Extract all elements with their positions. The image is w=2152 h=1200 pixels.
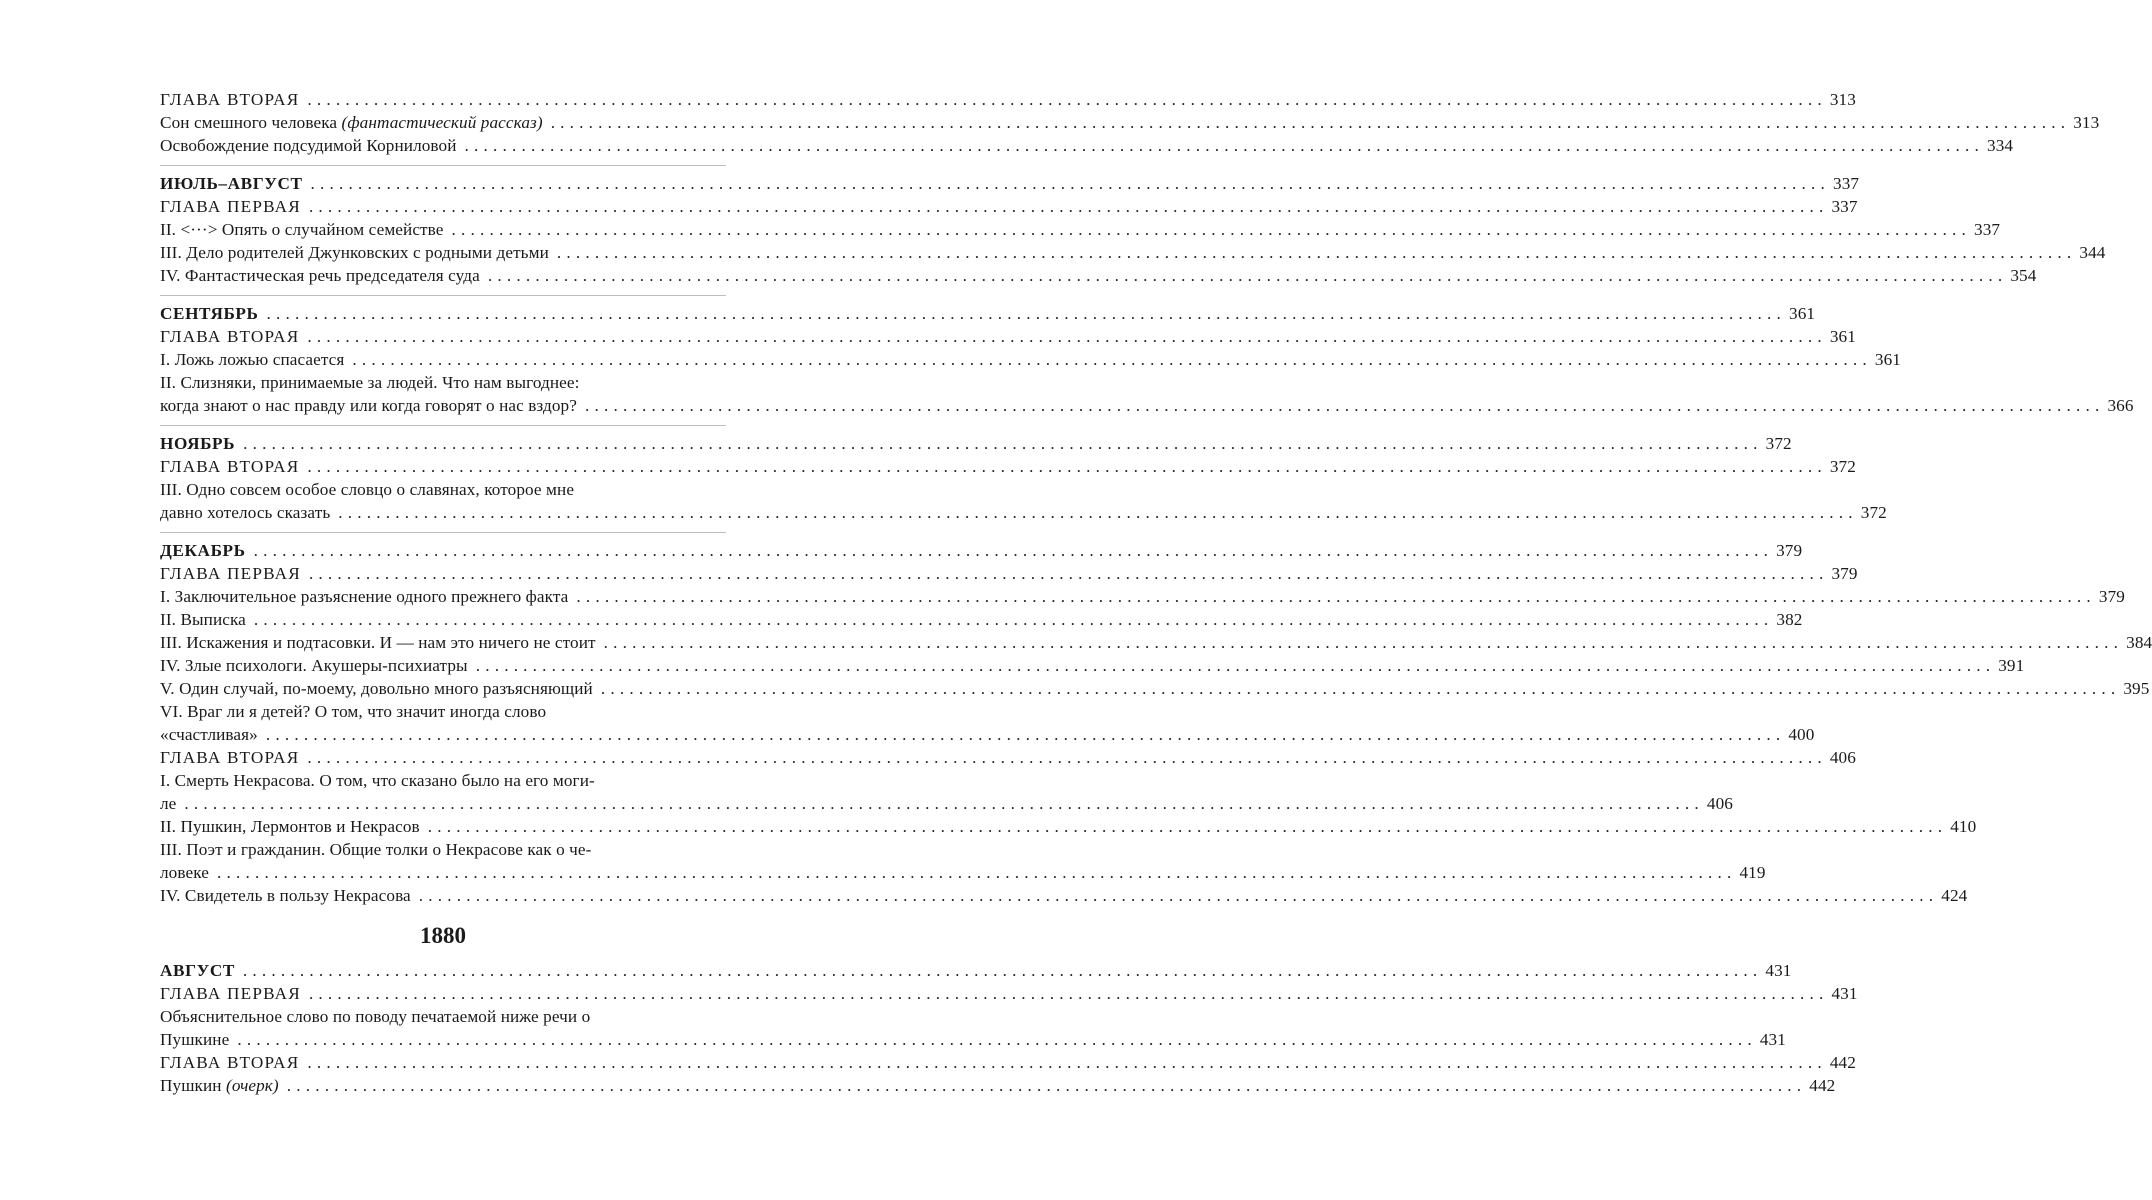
toc-chapter-entry (160, 455, 1856, 478)
dot-leader: ................................................................................................................................................................ (243, 434, 1763, 453)
dot-leader: ................................................................................................................................................................ (338, 503, 1858, 522)
page-number: 354 (2010, 266, 2037, 285)
entry-title (160, 501, 330, 524)
entry-title-text: V. Один случай, по-моему, довольно много разъясняющий (160, 679, 593, 698)
page-number: 431 (1831, 984, 1858, 1003)
entry-subtitle-italic: (фантастический рассказ) (341, 113, 543, 132)
entry-title-text: СЕНТЯБРЬ (160, 304, 259, 323)
dot-leader: ................................................................................................................................................................ (308, 197, 1829, 216)
toc-entry (160, 654, 2025, 677)
toc-entry (160, 815, 1977, 838)
toc-entry (160, 631, 2152, 654)
entry-title (160, 195, 301, 218)
entry-line (160, 432, 1792, 455)
entry-title (160, 1051, 299, 1074)
toc-entry (160, 700, 1815, 746)
toc-entry (160, 838, 1766, 884)
entry-line (160, 264, 2037, 287)
entry-title-text: ИЮЛЬ–АВГУСТ (160, 174, 303, 193)
entry-title (160, 111, 543, 134)
entry-title (160, 394, 577, 417)
dot-leader: ................................................................................................................................................................ (242, 961, 1763, 980)
toc-chapter-entry (160, 1051, 1856, 1074)
entry-title (160, 1074, 279, 1097)
toc-month-section (160, 88, 2100, 157)
toc-chapter-entry (160, 982, 1858, 1005)
entry-title (160, 218, 444, 241)
entry-title-first-line: III. Одно совсем особое словцо о славянах, которое мне (160, 480, 575, 499)
page-number: 419 (1739, 863, 1766, 882)
dot-leader: ................................................................................................................................................................ (427, 817, 1948, 836)
dot-leader: ................................................................................................................................................................ (487, 266, 2008, 285)
entry-title (160, 562, 301, 585)
page-number: 431 (1759, 1030, 1786, 1049)
entry-title (160, 815, 420, 838)
entry-title (160, 172, 303, 195)
dot-leader: ................................................................................................................................................................ (603, 633, 2124, 652)
entry-title (160, 792, 176, 815)
toc-entry (160, 111, 2100, 134)
entry-line (160, 195, 1858, 218)
dot-leader: ................................................................................................................................................................ (265, 725, 1786, 744)
entry-title-text: ГЛАВА ВТОРАЯ (160, 457, 300, 476)
entry-title-text: I. Ложь ложью спасается (160, 350, 345, 369)
entry-line (160, 88, 1856, 111)
toc-entry (160, 241, 2106, 264)
toc-month-section (160, 959, 1858, 1097)
entry-title-text: давно хотелось сказать (160, 503, 331, 522)
page-number: 406 (1829, 748, 1856, 767)
entry-line (160, 982, 1858, 1005)
entry-title-first-line: VI. Враг ли я детей? О том, что значит иногда слово (160, 702, 547, 721)
entry-line (160, 539, 1803, 562)
entry-title-text: I. Заключительное разъяснение одного прежнего факта (160, 587, 569, 606)
page-number: 337 (1974, 220, 2001, 239)
page-number: 382 (1776, 610, 1803, 629)
toc-month-heading (160, 172, 1860, 195)
entry-title (160, 631, 596, 654)
toc-entry (160, 218, 2001, 241)
dot-leader: ................................................................................................................................................................ (310, 174, 1831, 193)
entry-title-text: III. Искажения и подтасовки. И — нам это ничего не стоит (160, 633, 596, 652)
dot-leader: ................................................................................................................................................................ (184, 794, 1704, 813)
entry-line (160, 861, 1766, 884)
entry-title (160, 723, 258, 746)
toc-entry (160, 478, 1887, 524)
toc-month-section (160, 165, 2106, 287)
dot-leader: ................................................................................................................................................................ (475, 656, 1996, 675)
page-number: 400 (1788, 725, 1815, 744)
toc-entry (160, 1005, 1786, 1051)
entry-title-text: IV. Злые психологи. Акушеры-психиатры (160, 656, 468, 675)
page-number: 372 (1860, 503, 1887, 522)
toc-month-heading (160, 302, 1816, 325)
entry-line (160, 677, 2150, 700)
page-number: 372 (1829, 457, 1856, 476)
dot-leader: ................................................................................................................................................................ (600, 679, 2121, 698)
entry-title-text: II. <···> Опять о случайном семействе (160, 220, 444, 239)
entry-title-text: ле (160, 794, 177, 813)
toc-month-heading (160, 959, 1792, 982)
entry-title-text: «счастливая» (160, 725, 258, 744)
table-of-contents (160, 88, 2152, 1097)
entry-title-first-line: I. Смерть Некрасова. О том, что сказано было на его моги- (160, 771, 595, 790)
dot-leader: ................................................................................................................................................................ (216, 863, 1737, 882)
page-number: 337 (1831, 197, 1858, 216)
toc-entry (160, 1074, 1836, 1097)
toc-month-section (160, 295, 2134, 417)
page-number: 410 (1950, 817, 1977, 836)
page-number: 334 (1987, 136, 2014, 155)
entry-line (160, 1051, 1856, 1074)
entry-line (160, 394, 2134, 417)
entry-title-text: Пушкине (160, 1030, 230, 1049)
entry-line (160, 455, 1856, 478)
toc-month-heading (160, 539, 1803, 562)
dot-leader: ................................................................................................................................................................ (352, 350, 1872, 369)
entry-title-first-line: III. Поэт и гражданин. Общие толки о Некрасове как о че- (160, 840, 592, 859)
dot-leader: ................................................................................................................................................................ (556, 243, 2077, 262)
entry-line (160, 585, 2125, 608)
entry-title-text: АВГУСТ (160, 961, 235, 980)
toc-entry (160, 134, 2014, 157)
page-number: 379 (1776, 541, 1803, 560)
entry-title (160, 677, 593, 700)
page-number: 442 (1829, 1053, 1856, 1072)
toc-chapter-entry (160, 88, 1856, 111)
entry-line (160, 218, 2001, 241)
toc-chapter-entry (160, 325, 1856, 348)
toc-entry (160, 371, 2134, 417)
page-number: 337 (1833, 174, 1860, 193)
dot-leader: ................................................................................................................................................................ (584, 396, 2105, 415)
entry-title-text: II. Выписка (160, 610, 246, 629)
entry-title-text: ГЛАВА ВТОРАЯ (160, 90, 300, 109)
entry-line (160, 815, 1977, 838)
entry-line (160, 241, 2106, 264)
dot-leader: ................................................................................................................................................................ (307, 748, 1827, 767)
dot-leader: ................................................................................................................................................................ (237, 1030, 1757, 1049)
page-number: 384 (2126, 633, 2152, 652)
dot-leader: ................................................................................................................................................................ (308, 564, 1829, 583)
toc-entry (160, 884, 1968, 907)
page-number: 313 (2073, 113, 2100, 132)
entry-title-text: ловеке (160, 863, 209, 882)
page-number: 379 (2098, 587, 2125, 606)
entry-line (160, 302, 1816, 325)
entry-line (160, 172, 1860, 195)
entry-line (160, 1074, 1836, 1097)
dot-leader: ................................................................................................................................................................ (307, 457, 1827, 476)
entry-title (160, 654, 468, 677)
entry-title-text: ГЛАВА ВТОРАЯ (160, 748, 300, 767)
entry-title-text: когда знают о нас правду или когда говорят о нас вздор? (160, 396, 577, 415)
entry-line (160, 631, 2152, 654)
entry-title (160, 884, 411, 907)
dot-leader: ................................................................................................................................................................ (266, 304, 1786, 323)
page-number: 313 (1829, 90, 1856, 109)
page-number: 344 (2079, 243, 2106, 262)
entry-line (160, 746, 1856, 769)
toc-sections-1877 (160, 88, 2152, 907)
entry-title-text: ГЛАВА ПЕРВАЯ (160, 984, 301, 1003)
entry-line (160, 348, 1902, 371)
entry-title-text: Освобождение подсудимой Корниловой (160, 136, 457, 155)
page-number: 442 (1809, 1076, 1836, 1095)
dot-leader: ................................................................................................................................................................ (464, 136, 1985, 155)
entry-title-text: НОЯБРЬ (160, 434, 236, 453)
dot-leader: ................................................................................................................................................................ (286, 1076, 1807, 1095)
entry-line (160, 723, 1815, 746)
toc-entry (160, 348, 1902, 371)
entry-line (160, 501, 1887, 524)
entry-title (160, 241, 549, 264)
entry-title (160, 585, 568, 608)
dot-leader: ................................................................................................................................................................ (307, 90, 1827, 109)
entry-title-text: ГЛАВА ВТОРАЯ (160, 1053, 300, 1072)
page-number: 366 (2107, 396, 2134, 415)
entry-line (160, 562, 1858, 585)
entry-line (160, 325, 1856, 348)
entry-title-first-line: Объяснительное слово по поводу печатаемой ниже речи о (160, 1007, 591, 1026)
dot-leader: ................................................................................................................................................................ (451, 220, 1972, 239)
entry-title (160, 982, 301, 1005)
entry-title-text: ГЛАВА ВТОРАЯ (160, 327, 300, 346)
toc-entry (160, 769, 1733, 815)
entry-title (160, 88, 299, 111)
entry-title-text: ДЕКАБРЬ (160, 541, 246, 560)
entry-line (160, 1028, 1786, 1051)
dot-leader: ................................................................................................................................................................ (576, 587, 2096, 606)
entry-line (160, 654, 2025, 677)
entry-title-first-line: II. Слизняки, принимаемые за людей. Что нам выгоднее: (160, 373, 580, 392)
toc-sections-1880 (160, 959, 1858, 1097)
dot-leader: ................................................................................................................................................................ (253, 541, 1774, 560)
entry-line (160, 111, 2100, 134)
entry-title (160, 746, 299, 769)
entry-title-text: ГЛАВА ПЕРВАЯ (160, 564, 301, 583)
dot-leader: ................................................................................................................................................................ (307, 327, 1827, 346)
toc-month-section (160, 425, 1887, 524)
entry-line (160, 959, 1792, 982)
entry-title-text: III. Дело родителей Джунковских с родными детьми (160, 243, 549, 262)
entry-title (160, 302, 259, 325)
toc-chapter-entry (160, 746, 1856, 769)
entry-title (160, 325, 299, 348)
toc-entry (160, 677, 2150, 700)
dot-leader: ................................................................................................................................................................ (418, 886, 1939, 905)
entry-title (160, 539, 246, 562)
toc-entry (160, 608, 1803, 631)
entry-title (160, 264, 480, 287)
entry-title (160, 134, 457, 157)
entry-title (160, 861, 209, 884)
page-number: 431 (1765, 961, 1792, 980)
entry-line (160, 792, 1733, 815)
page-number: 395 (2123, 679, 2150, 698)
page-number: 379 (1831, 564, 1858, 583)
entry-title (160, 608, 246, 631)
entry-subtitle-italic: (очерк) (226, 1076, 279, 1095)
page-number: 372 (1765, 434, 1792, 453)
page-number: 361 (1789, 304, 1816, 323)
page-number: 361 (1874, 350, 1902, 369)
entry-title (160, 432, 235, 455)
toc-entry (160, 264, 2037, 287)
entry-title (160, 1028, 229, 1051)
dot-leader: ................................................................................................................................................................ (253, 610, 1774, 629)
toc-month-heading (160, 432, 1792, 455)
entry-title (160, 455, 299, 478)
toc-month-section (160, 532, 2152, 907)
entry-title-text: Пушкин (160, 1076, 222, 1095)
year-heading: 1880 (420, 923, 466, 948)
entry-title (160, 959, 235, 982)
entry-title-text: Сон смешного человека (160, 113, 338, 132)
dot-leader: ................................................................................................................................................................ (308, 984, 1829, 1003)
page-number: 406 (1706, 794, 1733, 813)
entry-title-text: II. Пушкин, Лермонтов и Некрасов (160, 817, 420, 836)
entry-title (160, 348, 344, 371)
entry-title-text: IV. Фантастическая речь председателя суда (160, 266, 480, 285)
entry-title-text: IV. Свидетель в пользу Некрасова (160, 886, 411, 905)
entry-title-text: ГЛАВА ПЕРВАЯ (160, 197, 301, 216)
toc-chapter-entry (160, 562, 1858, 585)
entry-line (160, 608, 1803, 631)
page-number: 361 (1829, 327, 1856, 346)
dot-leader: ................................................................................................................................................................ (307, 1053, 1827, 1072)
entry-line (160, 884, 1968, 907)
page-number: 391 (1998, 656, 2025, 675)
dot-leader: ................................................................................................................................................................ (550, 113, 2071, 132)
toc-entry (160, 585, 2125, 608)
toc-chapter-entry (160, 195, 1858, 218)
entry-line (160, 134, 2014, 157)
page-number: 424 (1941, 886, 1968, 905)
